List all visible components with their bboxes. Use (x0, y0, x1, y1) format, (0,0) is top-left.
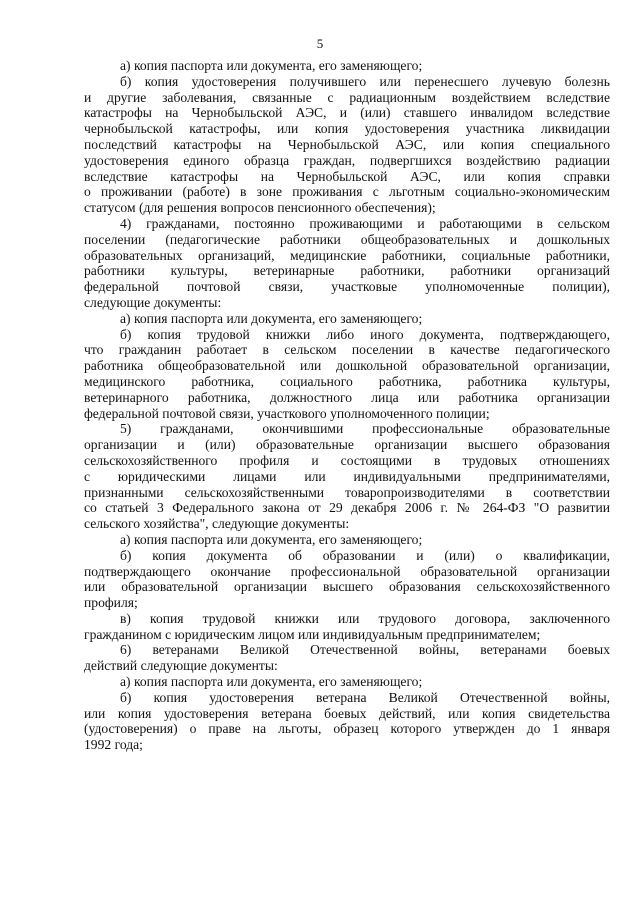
page-number: 5 (316, 36, 324, 51)
text-line: организации и (или) образовательные организации высшего образования (84, 437, 610, 453)
text-line: 4) гражданами, постоянно проживающими и работающими в сельском (120, 215, 610, 231)
text-line: поселении (педагогические работники общеобразовательных и дошкольных (84, 231, 610, 247)
text-line: статусом (для решения вопросов пенсионного обеспечения); (84, 200, 436, 216)
text-line: образовательных организаций, медицинские работники, социальные работники, (84, 247, 610, 263)
text-line: (удостоверения) о праве на льготы, образец которого утвержден до 1 января (84, 721, 610, 737)
text-line: вследствие катастрофы на Чернобыльской АЭС, или копия справки (84, 168, 610, 184)
text-line: о проживании (работе) в зоне проживания с льготным социально-экономическим (84, 184, 610, 200)
text-line: а) копия паспорта или документа, его заменяющего; (120, 531, 423, 547)
text-line: федеральной почтовой связи, участкового уполномоченного полиции; (84, 405, 490, 421)
text-line: б) копия удостоверения получившего или перенесшего лучевую болезнь (120, 73, 610, 89)
text-line: удостоверения единого образца граждан, подвергшихся воздействию радиации (84, 152, 610, 168)
text-line: работники культуры, ветеринарные работники, работники организаций (84, 263, 610, 279)
text-line: б) копия удостоверения ветерана Великой Отечественной войны, (120, 689, 610, 705)
text-line: 1992 года; (84, 737, 143, 753)
text-line: сельского хозяйства", следующие документы: (84, 516, 350, 532)
text-line: или образовательной организации высшего образования сельскохозяйственного (84, 579, 610, 595)
text-line: федеральной почтовой связи, участковые уполномоченные полиции), (84, 279, 610, 295)
text-line: с юридическими лицами или индивидуальными предпринимателями, (84, 468, 610, 484)
text-line: 5) гражданами, окончившими профессиональные образовательные (120, 421, 610, 437)
text-line: б) копия трудовой книжки либо иного документа, подтверждающего, (120, 326, 610, 342)
text-line: профиля; (84, 595, 138, 611)
text-line: в) копия трудовой книжки или трудового договора, заключенного (120, 610, 610, 626)
text-line: действий следующие документы: (84, 658, 278, 674)
text-line: следующие документы: (84, 294, 222, 310)
text-line: со статьей 3 Федерального закона от 29 декабря 2006 г. № 264-ФЗ "О развитии (84, 500, 610, 516)
text-line: а) копия паспорта или документа, его заменяющего; (120, 674, 423, 690)
text-line: ветеринарного работника, должностного лица или работника организации (84, 389, 610, 405)
text-line: гражданином с юридическим лицом или индивидуальным предпринимателем; (84, 626, 541, 642)
document-body (84, 58, 610, 753)
text-line: медицинского работника, социального работника, работника культуры, (84, 373, 610, 389)
text-line: чернобыльской катастрофы, или копия удостоверения участника ликвидации (84, 121, 610, 137)
text-line: а) копия паспорта или документа, его заменяющего; (120, 310, 423, 326)
text-line: или копия удостоверения ветерана боевых действий, или копия свидетельства (84, 705, 610, 721)
text-line: б) копия документа об образовании и (или) о квалификации, (120, 547, 610, 563)
text-line: работника общеобразовательной или дошкольной образовательной организации, (84, 358, 610, 374)
text-line: а) копия паспорта или документа, его заменяющего; (120, 58, 423, 73)
text-line: 6) ветеранами Великой Отечественной войны, ветеранами боевых (120, 642, 610, 658)
text-line: что гражданин работает в сельском поселении в качестве педагогического (84, 342, 610, 358)
text-line: признанными сельскохозяйственными товаропроизводителями в соответствии (84, 484, 610, 500)
text-line: сельскохозяйственного профиля и состоящими в трудовых отношениях (84, 452, 610, 468)
text-line: и другие заболевания, связанные с радиационным воздействием вследствие (84, 89, 610, 105)
text-line: подтверждающего окончание профессиональной образовательной организации (84, 563, 610, 579)
text-line: катастрофы на Чернобыльской АЭС, и (или) ставшего инвалидом вследствие (84, 105, 610, 121)
text-line: последствий катастрофы на Чернобыльской АЭС, или копия специального (84, 136, 610, 152)
